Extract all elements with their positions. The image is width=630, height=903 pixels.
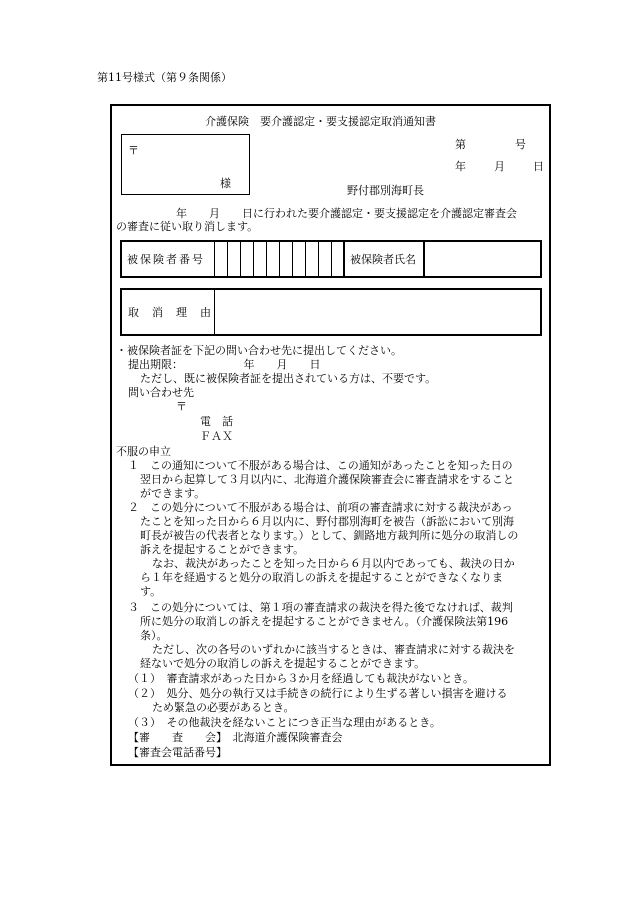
appeal-p3-line: ３ この処分については、第１項の審査請求の裁決を得た後でなければ、裁判 [128, 601, 513, 614]
notes-line-1: ・被保険者証を下記の問い合わせ先に提出してください。 [116, 344, 402, 357]
insured-name-label: 被保険者氏名 [350, 253, 416, 266]
appeal-p3-line: 経ないで処分の取消しの訴えを提起することができます。 [140, 657, 426, 670]
appeal-item-1: （１） 審査請求があった日から３か月を経過しても裁決がないとき。 [128, 672, 474, 685]
insured-number-label: 被保険者番号 [127, 253, 205, 266]
cancel-reason-label: 取 消 理 由 [128, 306, 212, 319]
document-title: 介護保険 要介護認定・要支援認定取消通知書 [205, 115, 436, 128]
appeal-p3-line: 条）。 [140, 629, 168, 642]
form-label: 第11号様式（第９条関係） [97, 71, 232, 84]
inquiry-phone: 電 話 [200, 415, 233, 428]
submission-deadline: 提出期限： 年 月 日 [128, 358, 321, 371]
appeal-p2-line: ２ この処分について不服がある場合は、前項の審査請求に対する裁決があっ [128, 501, 513, 514]
appeal-p1-line: ができます。 [140, 487, 206, 500]
appeal-p2-line: たことを知った日から６月以内に、野付郡別海町を被告（訴訟において別海 [140, 515, 514, 528]
inquiry-fax: ＦＡＸ [200, 430, 233, 443]
addressee-box [121, 134, 250, 195]
cancel-reason-row [120, 288, 542, 336]
appeal-item-2: （２） 処分、処分の執行又は手続きの続行により生ずる著しい損害を避ける [128, 687, 508, 700]
appeal-p2-line: す。 [140, 585, 162, 598]
addressee-suffix: 様 [220, 177, 231, 190]
appeal-p2-line: 町長が被告の代表者となります。）として、釧路地方裁判所に処分の取消しの [140, 529, 519, 542]
body-line-2: の審査に従い取り消します。 [116, 220, 259, 233]
issuer: 野付郡別海町長 [347, 184, 424, 197]
council-label: 【審 査 会】 北海道介護保険審査会 [128, 731, 343, 744]
appeal-p3-line: ただし、次の各号のいずれかに該当するときは、審査請求に対する裁決を [152, 643, 515, 656]
appeal-p2-line: なお、裁決があったことを知った日から６月以内であっても、裁決の日か [152, 557, 515, 570]
postal-mark: 〒 [128, 144, 139, 157]
appeal-heading: 不服の申立 [116, 445, 171, 458]
inquiry-postal: 〒 [176, 400, 187, 413]
body-line-1: 年 月 日に行われた要介護認定・要支援認定を介護認定審査会 [176, 207, 517, 220]
date-label: 年 月 日 [455, 160, 546, 173]
appeal-item-3: （３） その他裁決を経ないことにつき正当な理由があるとき。 [128, 716, 441, 729]
number-label: 第 号 [455, 138, 527, 151]
appeal-p1-line: 翌日から起算して３月以内に、北海道介護保険審査会に審査請求をすること [140, 473, 514, 486]
council-phone-label: 【審査会電話番号】 [128, 746, 227, 759]
appeal-item-2-cont: ため緊急の必要があるとき。 [152, 701, 295, 714]
appeal-p2-line: ら１年を経過すると処分の取消しの訴えを提起することができなくなりま [140, 571, 503, 584]
notes-line-2: ただし、既に被保険者証を提出されている方は、不要です。 [140, 372, 437, 385]
insured-info-row [120, 240, 542, 278]
appeal-p3-line: 所に処分の取消しの訴えを提起することができません。（介護保険法第196 [140, 615, 509, 628]
inquiry-label: 問い合わせ先 [128, 386, 194, 399]
appeal-p1-line: １ この通知について不服がある場合は、この通知があったことを知った日の [128, 459, 513, 472]
appeal-p2-line: 訴えを提起することができます。 [140, 543, 305, 556]
